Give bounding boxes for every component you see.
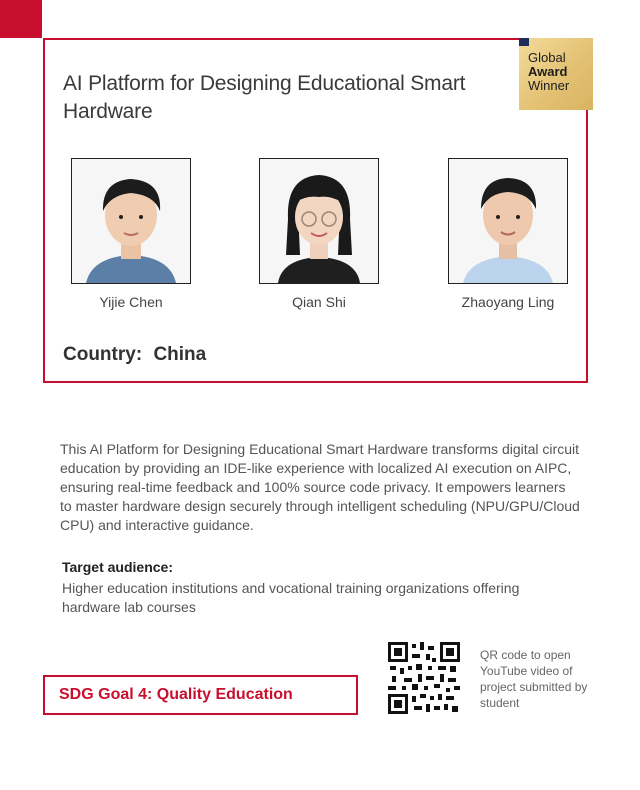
sdg-goal-badge: SDG Goal 4: Quality Education [43,675,358,715]
award-line-3: Winner [528,78,570,93]
person-name: Zhaoyang Ling [461,294,555,310]
person-photo-icon [448,158,568,284]
team-member [447,158,569,310]
country-value: China [153,344,207,365]
project-card [43,38,588,383]
team-member [70,158,192,310]
country-label: Country: [63,344,143,365]
country-row [63,344,206,366]
project-description: This AI Platform for Designing Educational Smart Hardware transforms digital circuit education by providing an IDE-like experience with localized AI execution on AIPC, ensuring real-time feedback and 100% source code privacy. It empowers learners to master hardware design securely through intelligent scheduling (NPU/GPU/Cloud CPU) and interactive guidance. [60,441,580,533]
award-line-1: Global [528,50,566,65]
target-audience-heading: Target audience: [62,559,173,575]
project-title: AI Platform for Designing Educational Smart Hardware [63,72,466,123]
team-member [258,158,380,310]
award-line-2: Award [528,64,568,79]
corner-accent [0,0,42,38]
person-photo-icon [71,158,191,284]
award-badge [519,38,593,110]
person-name: Qian Shi [292,294,346,310]
qr-code-icon[interactable] [388,642,460,714]
target-audience-body: Higher education institutions and vocational training organizations offering hardware lab courses [62,580,520,615]
person-photo-icon [259,158,379,284]
person-name: Yijie Chen [99,294,163,310]
qr-caption: QR code to open YouTube video of project submitted by student [480,648,588,710]
team-members [45,158,586,318]
